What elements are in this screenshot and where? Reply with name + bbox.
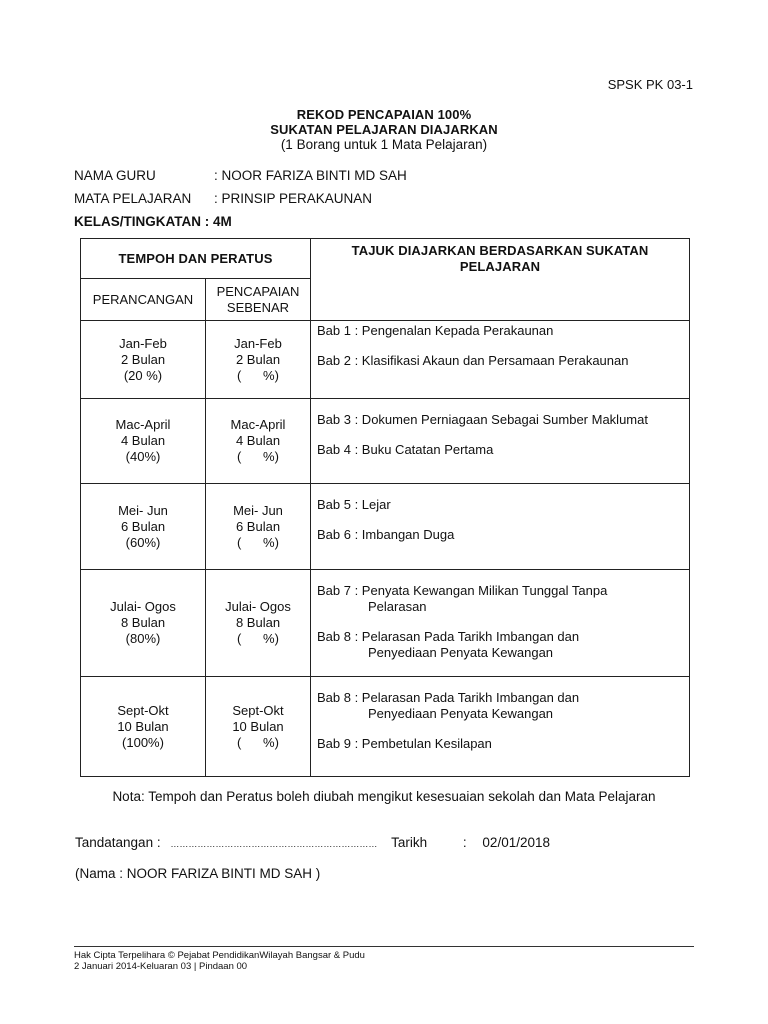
date-label: Tarikh — [391, 835, 428, 850]
subtitle: (1 Borang untuk 1 Mata Pelajaran) — [280, 137, 488, 152]
plan-months: 6 Bulan — [120, 518, 166, 534]
actual-cell — [206, 321, 311, 399]
topic-line: Bab 8 : Pelarasan Pada Tarikh Imbangan dan — [317, 690, 580, 705]
actual-period: Sept-Okt — [232, 702, 284, 718]
subject-label: MATA PELAJARAN — [74, 191, 192, 206]
actual-months: 4 Bulan — [235, 433, 281, 448]
teacher-label: NAMA GURU — [74, 168, 156, 183]
signature-row — [75, 835, 550, 850]
teacher-value: : NOOR FARIZA BINTI MD SAH — [214, 168, 407, 183]
table-header-row — [81, 239, 690, 279]
actual-cell — [206, 399, 311, 484]
title-line-2: SUKATAN PELAJARAN DIAJARKAN — [270, 122, 498, 137]
subject-row — [74, 191, 372, 206]
signature-label: Tandatangan : — [75, 835, 161, 850]
topic-line: Bab 1 : Pengenalan Kepada Perakaunan — [317, 323, 554, 338]
topic-line: Bab 2 : Klasifikasi Akaun dan Persamaan Perakaunan — [317, 353, 629, 368]
plan-period: Julai- Ogos — [110, 599, 176, 614]
topic-continuation: Pelarasan — [368, 599, 427, 614]
teacher-row — [74, 168, 407, 183]
footer-issue: 2 Januari 2014-Keluaran 03 | Pindaan 00 — [74, 961, 248, 972]
header-planning: PERANCANGAN — [81, 279, 206, 321]
header-actual-line-1: PENCAPAIAN — [216, 283, 300, 299]
topic-line: Bab 6 : Imbangan Duga — [317, 527, 455, 542]
class-row — [74, 214, 232, 229]
plan-cell — [81, 399, 206, 484]
topic-line: Bab 4 : Buku Catatan Pertama — [317, 442, 494, 457]
table-row — [81, 570, 690, 677]
actual-months: 2 Bulan — [235, 351, 281, 367]
plan-months: 4 Bulan — [120, 433, 166, 448]
header-actual-line-2: SEBENAR — [226, 299, 290, 315]
plan-percent: (60%) — [125, 534, 161, 550]
topic-continuation: Penyediaan Penyata Kewangan — [368, 645, 554, 660]
topic-line: Bab 9 : Pembetulan Kesilapan — [317, 736, 492, 751]
header-topics-text: TAJUK DIAJARKAN BERDASARKAN SUKATAN PELAJARAN — [351, 243, 649, 274]
footer-divider — [74, 946, 694, 947]
actual-percent: ( %) — [237, 367, 279, 383]
date-separator: : — [462, 835, 467, 850]
header-period-percent: TEMPOH DAN PERATUS — [81, 239, 311, 279]
topics-cell — [311, 677, 690, 777]
actual-period: Mei- Jun — [233, 502, 283, 518]
topic-line: Bab 5 : Lejar — [317, 497, 391, 512]
plan-months: 10 Bulan — [117, 718, 169, 734]
topic-line: Bab 3 : Dokumen Perniagaan Sebagai Sumber Maklumat — [317, 412, 648, 427]
plan-period: Sept-Okt — [117, 702, 169, 718]
actual-period: Jan-Feb — [234, 335, 282, 351]
topics-cell — [311, 399, 690, 484]
plan-period: Jan-Feb — [119, 335, 167, 351]
topic-continuation: Penyediaan Penyata Kewangan — [368, 706, 554, 721]
topics-cell — [311, 570, 690, 677]
plan-percent: (80%) — [125, 631, 161, 646]
plan-cell — [81, 484, 206, 570]
table-row — [81, 484, 690, 570]
actual-months: 10 Bulan — [232, 718, 284, 734]
actual-percent: ( %) — [237, 631, 279, 646]
actual-period: Mac-April — [230, 417, 286, 432]
topic-line: Bab 7 : Penyata Kewangan Milikan Tunggal Tanpa — [317, 583, 608, 598]
header-actual — [206, 279, 311, 321]
class-text: KELAS/TINGKATAN : 4M — [74, 214, 232, 229]
topic-line: Bab 8 : Pelarasan Pada Tarikh Imbangan dan — [317, 629, 580, 644]
footer — [74, 950, 365, 972]
title-line-1: REKOD PENCAPAIAN 100% — [296, 107, 472, 122]
subject-value: : PRINSIP PERAKAUNAN — [214, 191, 373, 206]
plan-period: Mac-April — [115, 417, 171, 432]
actual-percent: ( %) — [237, 534, 279, 550]
table-row — [81, 677, 690, 777]
table-row — [81, 321, 690, 399]
signature-line: …………………………………………………………… — [170, 839, 378, 849]
actual-cell — [206, 484, 311, 570]
plan-percent: (100%) — [122, 734, 164, 750]
topics-cell — [311, 321, 690, 399]
document-code: SPSK PK 03-1 — [607, 77, 693, 92]
plan-period: Mei- Jun — [118, 502, 168, 518]
topics-cell — [311, 484, 690, 570]
footer-copyright: Hak Cipta Terpelihara © Pejabat PendidikanWilayah Bangsar & Pudu — [74, 950, 365, 961]
actual-months: 6 Bulan — [235, 518, 281, 534]
actual-cell — [206, 570, 311, 677]
actual-period: Julai- Ogos — [225, 599, 291, 614]
actual-cell — [206, 677, 311, 777]
record-table — [80, 238, 690, 777]
plan-percent: (40%) — [125, 449, 161, 464]
date-value: 02/01/2018 — [482, 835, 550, 850]
note-text: Nota: Tempoh dan Peratus boleh diubah mengikut kesesuaian sekolah dan Mata Pelajaran — [112, 789, 656, 804]
name-line: (Nama : NOOR FARIZA BINTI MD SAH ) — [75, 866, 321, 881]
actual-months: 8 Bulan — [235, 615, 281, 630]
plan-months: 8 Bulan — [120, 615, 166, 630]
plan-cell — [81, 321, 206, 399]
actual-percent: ( %) — [237, 734, 279, 750]
plan-percent: (20 %) — [123, 367, 163, 383]
title-block — [0, 107, 768, 152]
plan-months: 2 Bulan — [120, 351, 166, 367]
table-row — [81, 399, 690, 484]
plan-cell — [81, 570, 206, 677]
actual-percent: ( %) — [237, 449, 279, 464]
header-topics — [311, 239, 690, 321]
plan-cell — [81, 677, 206, 777]
